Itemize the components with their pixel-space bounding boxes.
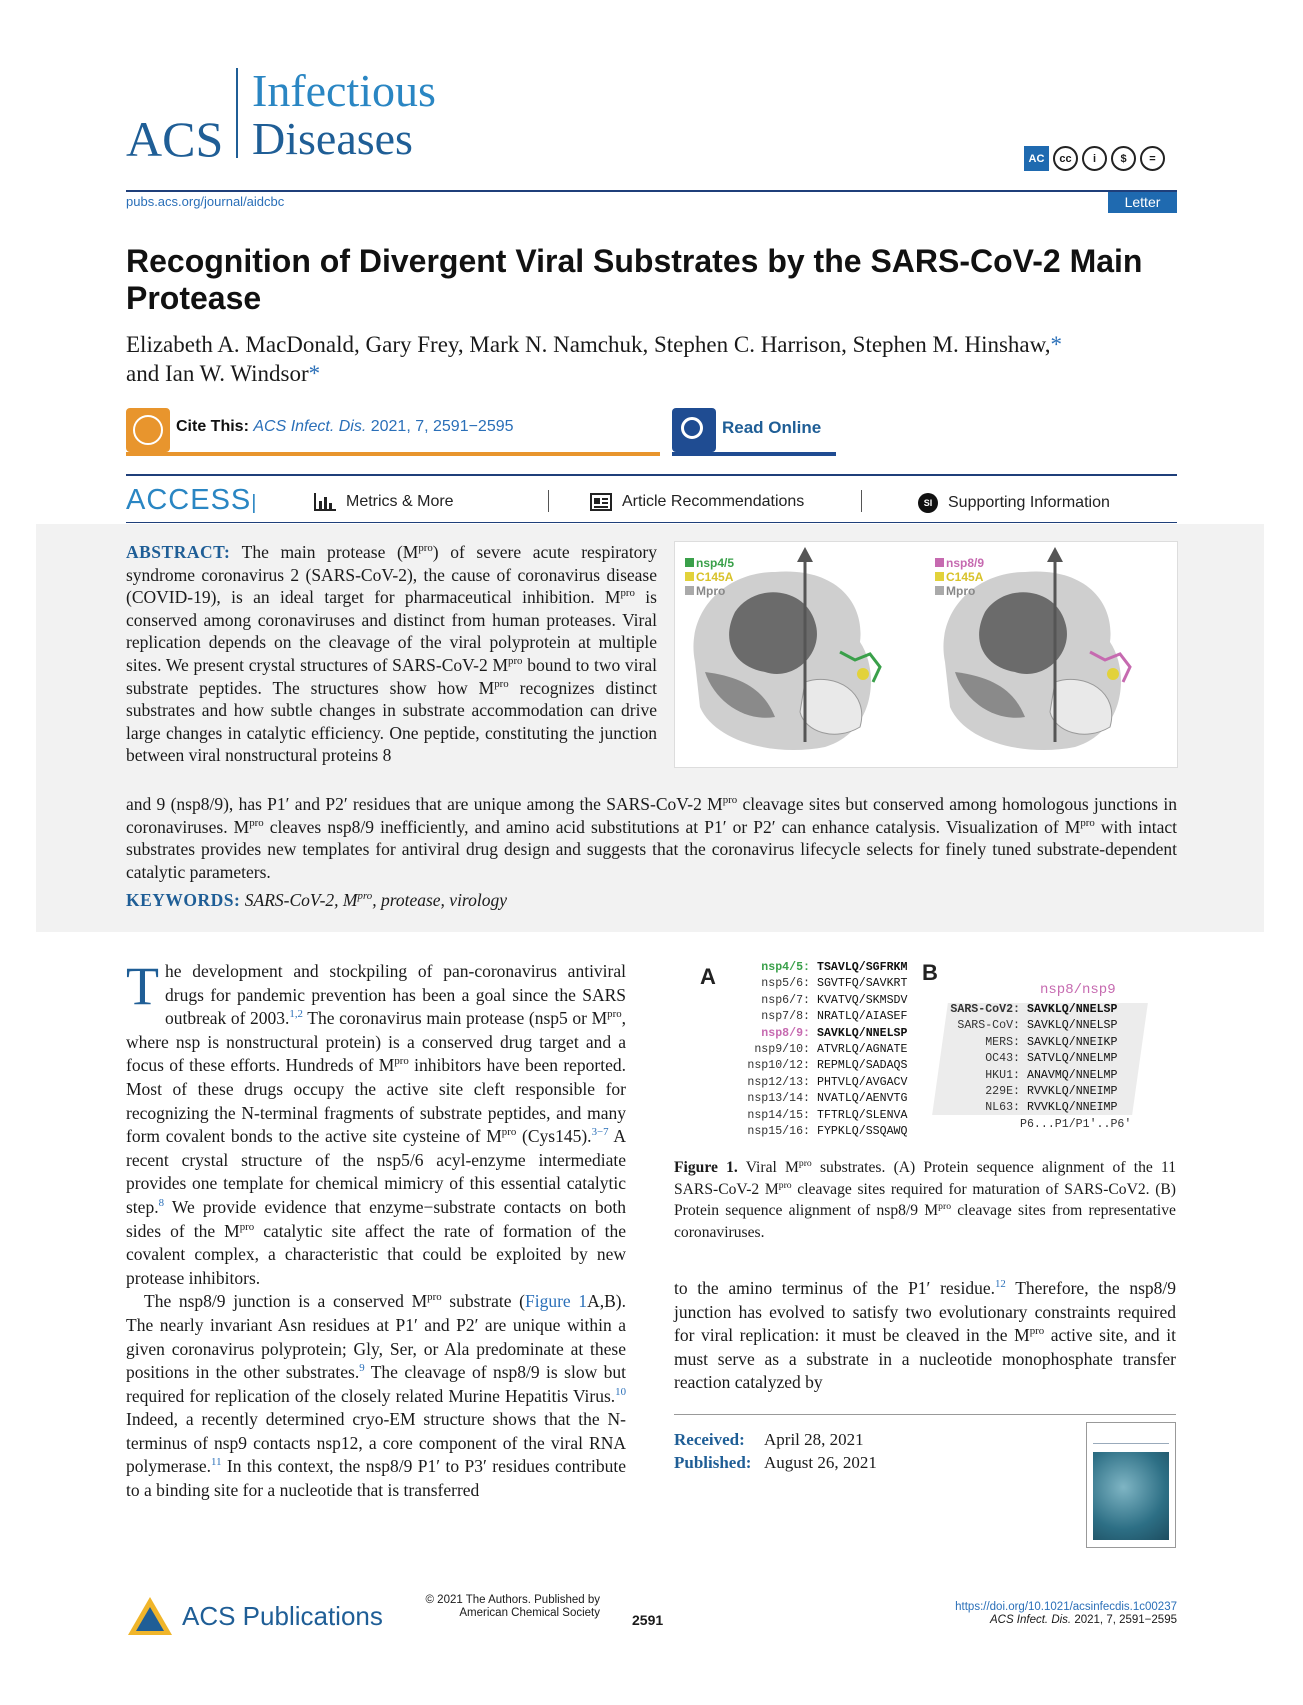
author-list <box>126 330 1177 388</box>
access-rule-top <box>126 474 1177 476</box>
alignment-row-label: NL63: <box>985 1101 1020 1115</box>
article-type-badge: Letter <box>1108 192 1177 213</box>
alignment-row-sequence: SAVKLQ/NNELSP <box>1027 1019 1118 1033</box>
alignment-row-sequence: TSAVLQ/SGFRKM <box>817 961 908 974</box>
nc-icon[interactable]: $ <box>1111 146 1136 171</box>
access-separator <box>548 490 549 512</box>
alignment-row <box>940 1100 1117 1116</box>
alignment-row <box>730 1058 907 1074</box>
alignment-row <box>730 993 907 1009</box>
acs-publications-logo[interactable] <box>126 1595 383 1637</box>
alignment-row <box>730 1091 907 1107</box>
supporting-info-label: Supporting Information <box>948 494 1110 511</box>
alignment-row-sequence: RVVKLQ/NNEIMP <box>1027 1101 1118 1115</box>
access-label: ACCESS| <box>126 484 258 516</box>
alignment-row-label: nsp10/12: <box>747 1059 810 1073</box>
received-date: April 28, 2021 <box>764 1430 864 1449</box>
cite-label: Cite This: <box>176 418 249 435</box>
panel-b-label: B <box>922 960 938 985</box>
alignment-row-sequence: NRATLQ/AIASEF <box>817 1010 908 1024</box>
abstract-text-full: and 9 (nsp8/9), has P1′ and P2′ residues that are unique among the SARS-CoV-2 $M^{pro}$ cleavage sites but conserved among homologous junctions in coronaviruses. $M^{pro}$ cleaves nsp8/9 inefficiently, and amino acid substitutions at P1′ or P2′ can enhance catalysis. Visualization of $M^{pro}$ with intact substrates provides new templates for antiviral drug design and suggests that the coronavirus lifecycle selects for finely tuned substrate-dependent catalytic parameters. <box>126 794 1177 882</box>
alignment-row <box>730 1075 907 1091</box>
logo-divider <box>236 68 238 158</box>
body-left-column: The development and stockpiling of pan-coronavirus antiviral drugs for pandemic prevention has been a goal since the SARS outbreak of 2003.$^{1,2}$ The coronavirus main protease (nsp5 or $M^{pro}$, where nsp is nonstructural protein) is a conserved drug target and a focus of these efforts. Hundreds of $M^{pro}$ inhibitors have been reported. Most of these drugs occupy the active site cleft responsible for recognizing the N-terminal fragments of substrate peptides, and many form covalent bonds to the active site cysteine of $M^{pro}$ (Cys145).$^{3-7}$ A recent crystal structure of the nsp5/6 acyl-enzyme intermediate provides one template for chemical mimicry of this essential catalytic step.$^8$ We provide evidence that enzyme−substrate contacts on both sides of the $M^{pro}$ catalytic site affect the rate of formation of the covalent complex, a characteristic that could be exploited by new protease inhibitors. The nsp8/9 junction is a conserved $M^{pro}$ substrate (Figure 1A,B). The nearly invariant Asn residues at P1′ and P2′ are unique within a given coronavirus polyprotein; Gly, Ser, or Ala predominate at these positions in the other substrates.$^9$ The cleavage of nsp8/9 is slow but required for replication of the closely related Murine Hepatitis Virus.$^{10}$ Indeed, a recently determined cryo-EM structure shows that the N-terminus of nsp9 contacts nsp12, a core component of the viral RNA polymerase.$^{11}$ In this context, the nsp8/9 P1′ to P3′ residues contribute to a binding site for a nucleotide that is transferred <box>126 956 626 1501</box>
alignment-row-label: OC43: <box>985 1052 1020 1066</box>
alignment-row-label: nsp9/10: <box>754 1043 810 1057</box>
header-rule <box>126 190 1177 192</box>
recommendations-label: Article Recommendations <box>622 493 805 510</box>
access-separator <box>861 490 862 512</box>
alignment-row-label: nsp6/7: <box>761 993 810 1007</box>
globe-icon <box>672 408 716 452</box>
alignment-row-sequence: FYPKLQ/SSQAWQ <box>817 1125 908 1139</box>
recommendations-link[interactable] <box>590 493 804 511</box>
alignment-row-sequence: PHTVLQ/AVGACV <box>817 1075 908 1089</box>
alignment-row-label: MERS: <box>985 1035 1020 1049</box>
figure-1-link[interactable]: Figure 1 <box>524 1291 588 1312</box>
alignment-row <box>940 1035 1117 1051</box>
keywords-label: KEYWORDS: <box>126 890 241 910</box>
authors-line2: and Ian W. Windsor <box>126 361 309 386</box>
license-icons <box>1024 146 1165 171</box>
alignment-row-label: nsp12/13: <box>747 1075 810 1089</box>
alignment-row-sequence: NVATLQ/AENVTG <box>817 1092 908 1106</box>
alignment-row-sequence: SAVKLQ/NNELSP <box>1027 1003 1118 1016</box>
body-right-column: to the amino terminus of the P1′ residue.$^{12}$ Therefore, the nsp8/9 junction has evolved to satisfy two evolutionary constraints required for viral replication: it must be cleaved in the $M^{pro}$ active site, and it must serve as a substrate in a nucleotide monophosphate transfer reaction catalyzed by <box>674 1278 1177 1393</box>
alignment-row-sequence: REPMLQ/SADAQS <box>817 1059 908 1073</box>
figure-caption: Figure 1. Viral $M^{pro}$ substrates. (A) Protein sequence alignment of the 11 SARS-CoV-2 $M^{pro}$ cleavage sites required for maturation of SARS-CoV2. (B) Protein sequence alignment of nsp8/9 $M^{pro}$ cleavage sites from representative coronaviruses. <box>674 1157 1177 1241</box>
received-label: Received: <box>674 1430 745 1449</box>
alignment-row <box>940 1002 1117 1018</box>
read-online-label: Read Online <box>722 418 822 437</box>
reference-link[interactable]: 8 <box>158 1197 164 1210</box>
cover-image <box>1093 1452 1169 1540</box>
acs-hexagon-icon <box>126 1595 174 1637</box>
alignment-row <box>730 1042 907 1058</box>
alignment-row-sequence: SATVLQ/NNELMP <box>1027 1052 1118 1066</box>
authors-line1: Elizabeth A. MacDonald, Gary Frey, Mark N. Namchuk, Stephen C. Harrison, Stephen M. Hinshaw, <box>126 332 1051 357</box>
alignment-row-label: nsp7/8: <box>761 1010 810 1024</box>
doi-block: https://doi.org/10.1021/acsinfecdis.1c00237 ACS Infect. Dis. 2021, 7, 2591−2595 <box>955 1601 1177 1626</box>
cite-this-box[interactable] <box>126 408 660 456</box>
alignment-b <box>940 1002 1117 1117</box>
alignment-row <box>940 1051 1117 1067</box>
alignment-row <box>730 976 907 992</box>
metrics-link[interactable] <box>314 493 454 511</box>
published-label: Published: <box>674 1453 752 1472</box>
alignment-row-label: nsp14/15: <box>747 1108 810 1122</box>
alignment-row-label: nsp13/14: <box>747 1092 810 1106</box>
reference-link[interactable]: 10 <box>615 1385 626 1398</box>
alignment-row-sequence: SAVKLQ/NNEIKP <box>1027 1035 1118 1049</box>
panel-a-label: A <box>700 964 716 989</box>
page-number: 2591 <box>632 1612 664 1628</box>
alignment-b-title: nsp8/nsp9 <box>1040 982 1116 998</box>
article-dates <box>674 1428 877 1474</box>
metrics-label: Metrics & More <box>346 493 454 510</box>
journal-cover-thumbnail[interactable] <box>1086 1422 1176 1548</box>
alignment-row <box>730 1108 907 1124</box>
alignment-row-sequence: ATVRLQ/AGNATE <box>817 1043 908 1057</box>
dates-rule <box>674 1414 1176 1415</box>
nd-icon[interactable]: = <box>1140 146 1165 171</box>
publisher-name: ACS Publications <box>182 1600 383 1631</box>
alignment-row <box>940 1018 1117 1034</box>
alignment-a <box>730 960 907 1140</box>
journal-name-line2: Diseases <box>252 113 413 164</box>
doi-link[interactable]: https://doi.org/10.1021/acsinfecdis.1c00237 <box>955 1601 1177 1613</box>
cc-icon[interactable]: cc <box>1053 146 1078 171</box>
reference-link[interactable]: 1,2 <box>289 1008 303 1021</box>
alignment-row-label: nsp8/9: <box>761 1026 810 1040</box>
alignment-b-positions: P6...P1/P1′..P6′ <box>1020 1118 1132 1131</box>
abstract-label: ABSTRACT: <box>126 542 231 562</box>
alignment-row <box>730 1009 907 1025</box>
abstract-text-column: ABSTRACT: The main protease $(M^{pro})$ of severe acute respiratory syndrome coronavirus 2 (SARS-CoV-2), the cause of coronavirus disease (COVID-19), is an ideal target for pharmaceutical inhibition. $M^{pro}$ is conserved among coronaviruses and distinct from human proteases. Viral replication depends on the cleavage of the viral polyprotein at multiple sites. We present crystal structures of SARS-CoV-2 $M^{pro}$ bound to two viral substrate peptides. The structures show how $M^{pro}$ recognizes distinct substrates and how subtle changes in substrate accommodation can drive large changes in catalytic efficiency. One peptide, constituting the junction between viral nonstructural proteins 8 <box>126 542 658 766</box>
alignment-row-label: HKU1: <box>985 1068 1020 1082</box>
by-icon[interactable]: i <box>1082 146 1107 171</box>
protein-structure-image <box>675 542 1177 767</box>
legend-right: nsp8/9 C145A Mpro <box>935 556 984 598</box>
alignment-row-label: nsp5/6: <box>761 977 810 991</box>
reference-link[interactable]: 9 <box>359 1362 365 1375</box>
access-rule-bottom <box>126 522 1177 523</box>
cite-check-icon <box>126 408 170 452</box>
cite-text <box>176 418 514 436</box>
article-title: Recognition of Divergent Viral Substrates by the SARS-CoV-2 Main Protease <box>126 243 1143 316</box>
legend-left: nsp4/5 C145A Mpro <box>685 556 734 598</box>
alignment-row <box>730 960 907 976</box>
corresponding-mark[interactable]: * <box>1050 332 1062 357</box>
acs-logo: ACS <box>126 111 224 167</box>
bar-chart-icon <box>314 493 336 511</box>
alignment-row-sequence: TFTRLQ/SLENVA <box>817 1108 908 1122</box>
supporting-info-link[interactable] <box>918 493 1110 513</box>
alignment-row <box>940 1068 1117 1084</box>
alignment-row-label: nsp15/16: <box>747 1125 810 1139</box>
cover-masthead <box>1093 1431 1169 1444</box>
dropcap: T <box>126 956 159 1016</box>
alignment-row <box>730 1026 907 1042</box>
corresponding-mark[interactable]: * <box>308 361 321 386</box>
alignment-row-sequence: KVATVQ/SKMSDV <box>817 993 908 1007</box>
copyright: © 2021 The Authors. Published by American Chemical Society <box>425 1594 600 1619</box>
toc-graphic <box>674 541 1178 768</box>
cite-ref-link[interactable]: 2021, 7, 2591−2595 <box>370 418 514 435</box>
reference-link[interactable]: 3−7 <box>591 1126 609 1139</box>
alignment-row <box>940 1084 1117 1100</box>
article-icon <box>590 493 612 511</box>
alignment-row-label: nsp4/5: <box>761 961 810 974</box>
alignment-row-label: SARS-CoV: <box>957 1019 1020 1033</box>
alignment-row <box>730 1124 907 1140</box>
alignment-row-label: SARS-CoV2: <box>950 1003 1020 1016</box>
alignment-row-label: 229E: <box>985 1085 1020 1099</box>
alignment-row-sequence: RVVKLQ/NNEIMP <box>1027 1085 1118 1099</box>
alignment-row-sequence: SAVKLQ/NNELSP <box>817 1026 908 1040</box>
ac-icon[interactable]: AC <box>1024 146 1049 171</box>
caption-label: Figure 1. <box>674 1159 738 1176</box>
journal-url-link[interactable]: pubs.acs.org/journal/aidcbc <box>126 194 285 209</box>
alignment-row-sequence: ANAVMQ/NNELMP <box>1027 1068 1118 1082</box>
si-icon: SI <box>918 493 938 513</box>
published-date: August 26, 2021 <box>764 1453 877 1472</box>
keywords: KEYWORDS: SARS-CoV-2, $M^{pro}$, protease, virology <box>126 890 507 910</box>
alignment-row-sequence: SGVTFQ/SAVKRT <box>817 977 908 991</box>
reference-link[interactable]: 12 <box>995 1278 1006 1291</box>
read-online-button[interactable] <box>672 408 836 456</box>
reference-link[interactable]: 11 <box>211 1456 222 1469</box>
cite-journal-link[interactable]: ACS Infect. Dis. <box>253 418 367 435</box>
journal-name-line1: Infectious <box>252 65 436 116</box>
